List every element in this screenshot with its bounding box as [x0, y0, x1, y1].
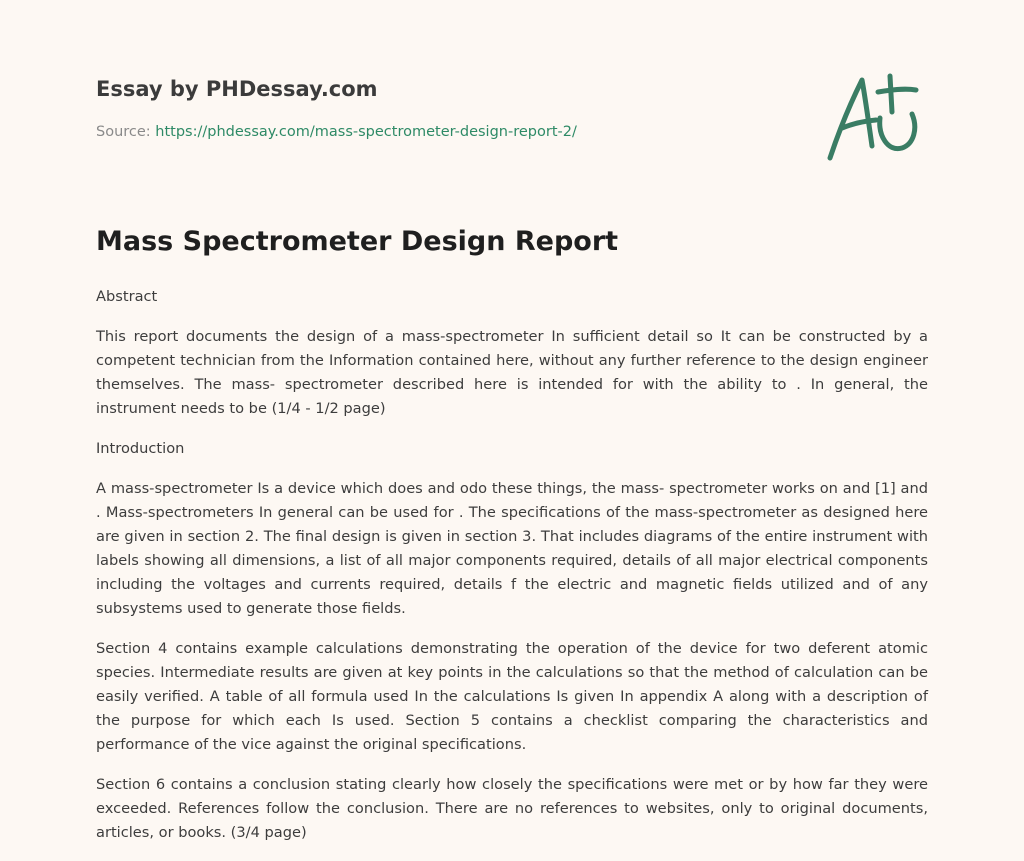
source-line	[96, 124, 577, 140]
paragraph-section-6: Section 6 contains a conclusion stating clearly how closely the specifications were met or by how far they were exceeded. References follow the conclusion. There are no references to websites, only to original documents, articles, or books. (3/4 page)	[96, 776, 928, 841]
a-plus-logo-icon	[818, 66, 930, 166]
site-brand: Essay by PHDessay.com	[96, 77, 378, 101]
section-heading-abstract: Abstract	[96, 288, 158, 305]
document-title: Mass Spectrometer Design Report	[96, 226, 619, 257]
paragraph-abstract: This report documents the design of a mass-spectrometer In sufficient detail so It can be constructed by a competent technician from the Information contained here, without any further reference to the design engineer themselves. The mass- spectrometer described here is intended for with the ability to . In general, the instrument needs to be (1/4 - 1/2 page)	[96, 328, 928, 417]
paragraph-section-4: Section 4 contains example calculations demonstrating the operation of the device for two deferent atomic species. Intermediate results are given at key points in the calculations so that the method of calculation can be easily verified. A table of all formula used In the calculations Is given In appendix A along with a description of the purpose for which each Is used. Section 5 contains a checklist comparing the characteristics and performance of the vice against the original specifications.	[96, 640, 928, 753]
paragraph-introduction: A mass-spectrometer Is a device which does and odo these things, the mass- spectrometer works on and [1] and . Mass-spectrometers In general can be used for . The specifications of the mass-spectrometer as designed here are given in section 2. The final design is given in section 3. That includes diagrams of the entire instrument with labels showing all dimensions, a list of all major components required, details of all major electrical components including the voltages and currents required, details f the electric and magnetic fields utilized and of any subsystems used to generate those fields.	[96, 480, 928, 617]
source-link[interactable]: https://phdessay.com/mass-spectrometer-design-report-2/	[155, 124, 577, 140]
source-label: Source:	[96, 124, 156, 140]
document-body	[96, 285, 928, 861]
section-heading-introduction: Introduction	[96, 440, 185, 457]
